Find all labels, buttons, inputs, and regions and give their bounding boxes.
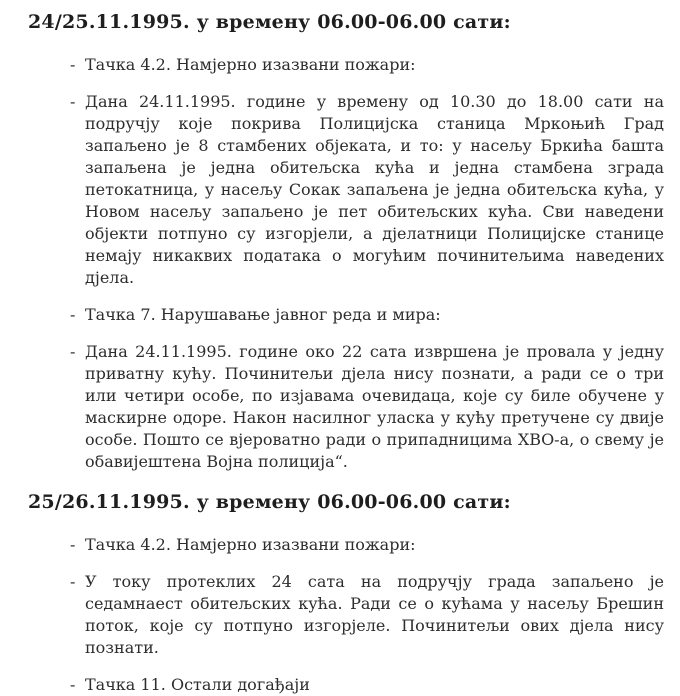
item-text: Тачка 11. Остали догађаји: [85, 675, 310, 694]
dash-bullet-icon: -: [70, 572, 76, 591]
item-text: Тачка 7. Нарушавање јавног реда и мира:: [85, 305, 441, 324]
section-heading: 25/26.11.1995. у времену 06.00-06.00 сати:: [28, 491, 511, 513]
item-text: Дана 24.11.1995. године у времену од 10.30 до 18.00 сати на подручју које покрива Полицијска станица Мркоњић Град запаљено је 8 стамбених објеката, и то: у насељу Бркића башта запаљена је једна обитељска кућа и једна стамбена зграда петокатница, у насељу Сокак запаљена је једна обитељска кућа, у Новом насељу запаљено је пет обитељских кућа. Сви наведени објекти потпуно су изгорјели, а дјелатници Полицијске станице немају никаквих података о могућим починитељима наведених дјела.: [85, 92, 664, 287]
list-item: [70, 91, 664, 289]
list-item: [70, 534, 664, 556]
dash-bullet-icon: -: [70, 92, 76, 111]
list-item: [70, 304, 664, 326]
list-item: [70, 341, 664, 473]
item-text: Тачка 4.2. Намјерно изазвани пожари:: [85, 535, 416, 554]
item-text: Дана 24.11.1995. године око 22 сата извршена је провала у једну приватну кућу. Починитељи дјела нису познати, а ради се о три или четири особе, по изјавама очевидаца, које су биле обучене у маскирне одоре. Након насилног уласка у кућу претучене су двије особе. Пошто се вјероватно ради о припадницима ХВО-а, о свему је обавијештена Војна полиција“.: [85, 342, 664, 471]
item-text: У току протеклих 24 сата на подручју града запаљено је седамнаест обитељских кућа. Ради се о кућама у насељу Брешин поток, које су потпуно изгорјеле. Починитељи ових дјела нису познати.: [85, 572, 664, 657]
list-item: [70, 571, 664, 659]
section-heading: 24/25.11.1995. у времену 06.00-06.00 сати:: [28, 11, 511, 33]
list-item: [70, 54, 664, 76]
dash-bullet-icon: -: [70, 305, 76, 324]
dash-bullet-icon: -: [70, 535, 76, 554]
dash-bullet-icon: -: [70, 55, 76, 74]
dash-bullet-icon: -: [70, 342, 76, 361]
item-text: Тачка 4.2. Намјерно изазвани пожари:: [85, 55, 416, 74]
list-item: [70, 674, 664, 696]
report-section: [28, 488, 664, 696]
dash-bullet-icon: -: [70, 675, 76, 694]
report-section: [28, 8, 664, 473]
